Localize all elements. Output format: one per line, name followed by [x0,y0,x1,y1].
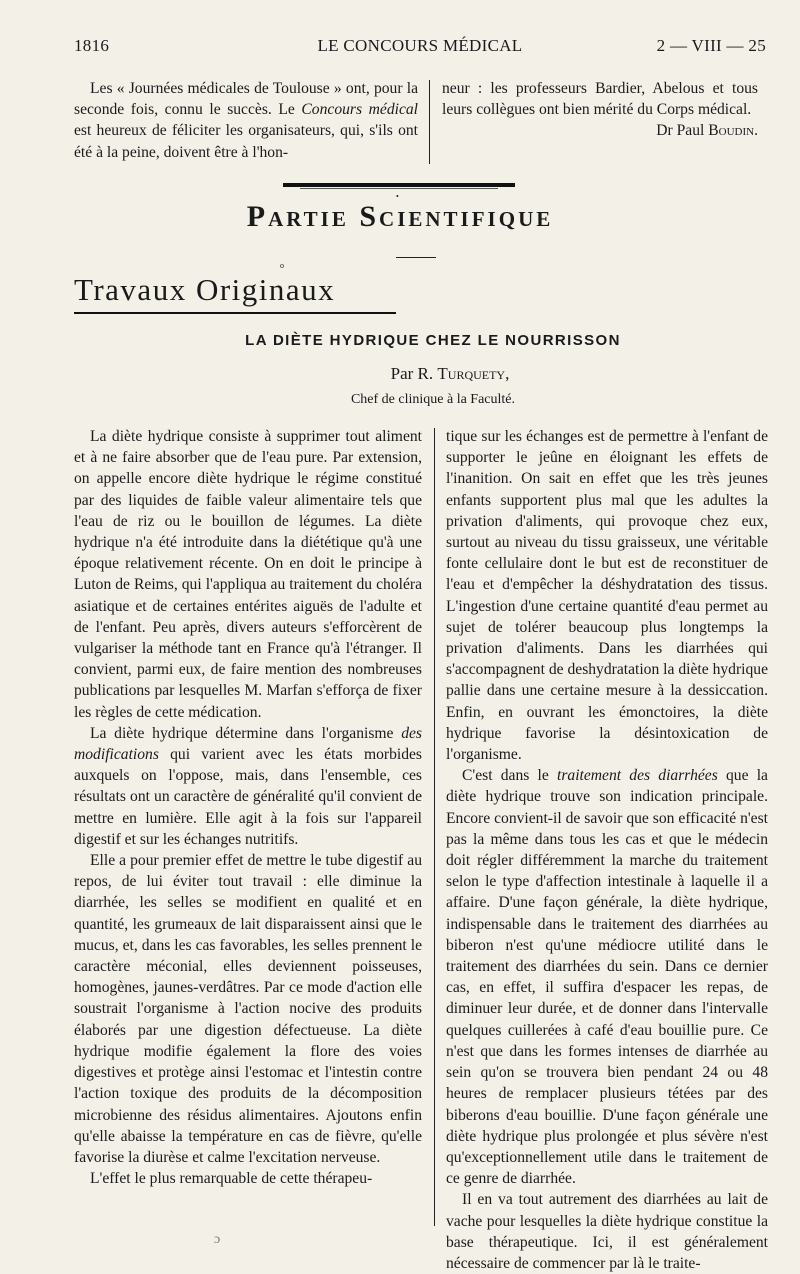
section-rule-thick [283,183,515,187]
intro-left-paragraph: Les « Journées médicales de Toulouse » ont, pour la seconde fois, connu le succès. Le Concours médical est heureux de féliciter les organisateurs, qui, s'ils ont été à la peine, doivent être à l'hon- [74,80,418,161]
journal-title: LE CONCOURS MÉDICAL [317,36,523,55]
column-divider [429,80,430,164]
issue-reference: 2 — VIII — 25 [656,36,766,55]
paragraph: La diète hydrique consiste à supprimer tout aliment et à ne faire absorber que de l'eau pure. Par extension, on appelle encore diète hydrique le régime constitué par des liquides de faible valeur alimentaire tels que l'eau de riz ou le bouillon de légumes. La diète hydrique n'a été introduite dans la diététique qu'à une époque relativement récente. On en doit le principe à Luton de Reims, qui l'appliqua au traitement du choléra asiatique et de certaines entérites aiguës de l'adulte et de l'enfant. Peu après, divers auteurs s'efforcèrent de vulgariser la méthode tant en France qu'à l'étranger. Il convient, parmi eux, de faire mention des nombreuses publications par lesquelles M. Marfan s'efforça de fixer les règles de cette médication. [74,428,422,721]
ornament-dot: • [396,192,399,201]
signature: Dr Paul Boudin. [656,122,758,140]
paragraph: Il en va tout autrement des diarrhées au lait de vache pour lesquelles la diète hydrique constitue la base thérapeutique. Ici, il est généralement nécessaire de commencer par là le traite- [446,1191,768,1272]
paragraph: Elle a pour premier effet de mettre le tube digestif au repos, de lui éviter tout travail : elle diminue la diarrhée, les selles se modifient en qualité et en quantité, les grumeaux de lait disparaissent ainsi que le mucus, et, dans les cas favorables, les selles prennent le caractère méconial, elles deviennent poisseuses, homogènes, jaunes-verdâtres. Par ce mode d'action elle soustrait l'organisme à l'action nocive des produits élaborés par une digestion défectueuse. La diète hydrique modifie également la flore des voies digestives et protège ainsi l'estomac et l'intestin contre l'action toxique des produits de la décomposition microbienne des résidus alimentaires. Ajoutons enfin qu'elle abaisse la température en cas de fièvre, qu'elle favorise la diurèse et calme l'excitation nerveuse. [74,852,422,1166]
column-divider [434,428,435,1226]
article-author: Par R. Turquety, [390,364,510,383]
intro-left-column [74,78,418,163]
journal-name-italic: Concours médical [301,101,418,119]
intro-right-paragraph: neur : les professeurs Bardier, Abelous et tous leurs collègues ont bien mérité du Corps médical. [442,80,758,119]
print-mark: ɔ [214,1232,221,1247]
article-title: LA DIÈTE HYDRIQUE CHEZ LE NOURRISSON [245,332,621,349]
paragraph: C'est dans le traitement des diarrhées que la diète hydrique trouve son indication principale. Encore convient-il de savoir que son efficacité n'est pas la même dans tous les cas et que le médecin doit régler différemment la marche du traitement selon le type d'affection intestinale à laquelle il a affaire. D'une façon générale, la diète hydrique, indispensable dans le traitement des diarrhées au biberon n'est qu'une médiocre utilité dans le traitement des diarrhées du sein. Dans ce dernier cas, en effet, il suffira d'espacer les repas, de diminuer leur durée, et de donner dans l'intervalle quelques cuillerées à café d'eau bouillie pure. Ce n'est que dans les formes intenses de diarrhée au sein qu'on se trouvera bien pendant 24 ou 48 heures de remplacer plusieurs tétées par des biberons d'eau bouillie. D'une façon générale une diète hydrique plus prolongée et plus sévère n'est qu'exceptionnellement utile dans le traitement de ce genre de diarrhée. [446,767,768,1188]
title-rule [396,257,436,258]
paragraph: La diète hydrique détermine dans l'organisme des modifications qui varient avec les états morbides auxquels on l'oppose, mais, dans l'ensemble, ces résultats ont un caractère de généralité qu'il convient de mettre en lumière. Elle agit à la fois sur l'appareil digestif et sur les échanges nutritifs. [74,724,422,848]
section-title: Partie Scientifique [246,200,554,233]
subsection-title: Travaux Originaux [74,272,336,307]
paragraph: tique sur les échanges est de permettre à l'enfant de supporter le jeûne en éloignant les effets de l'inanition. On sait en effet que les très jeunes enfants supportent plus mal que les adultes la privation d'aliments, qui provoque chez eux, surtout au niveau du tissu graisseux, une véritable fonte cellulaire dont le but est de reconstituer de l'eau et d'empêcher la déshydratation des tissus. L'ingestion d'une certaine quantité d'eau permet au sujet de tolérer beaucoup plus longtemps la privation d'aliments. Dans les diarrhées qui s'accompagnent de deshydratation la diète hydrique pallie dans une certaine mesure à la dessiccation. Enfin, en ouvrant les émonctoires, la diète hydrique favorise la désintoxication de l'organisme. [446,428,768,764]
intro-right-column [442,78,758,142]
page-number: 1816 [74,36,110,55]
section-rule-thin [300,188,498,189]
article-left-column [74,426,422,1189]
paragraph: L'effet le plus remarquable de cette thérapeu- [90,1170,373,1188]
article-right-column [446,426,768,1274]
ornament-dot-small: o [280,261,284,270]
running-header [74,36,766,58]
author-affiliation: Chef de clinique à la Faculté. [350,392,516,407]
subsection-rule [74,312,396,314]
